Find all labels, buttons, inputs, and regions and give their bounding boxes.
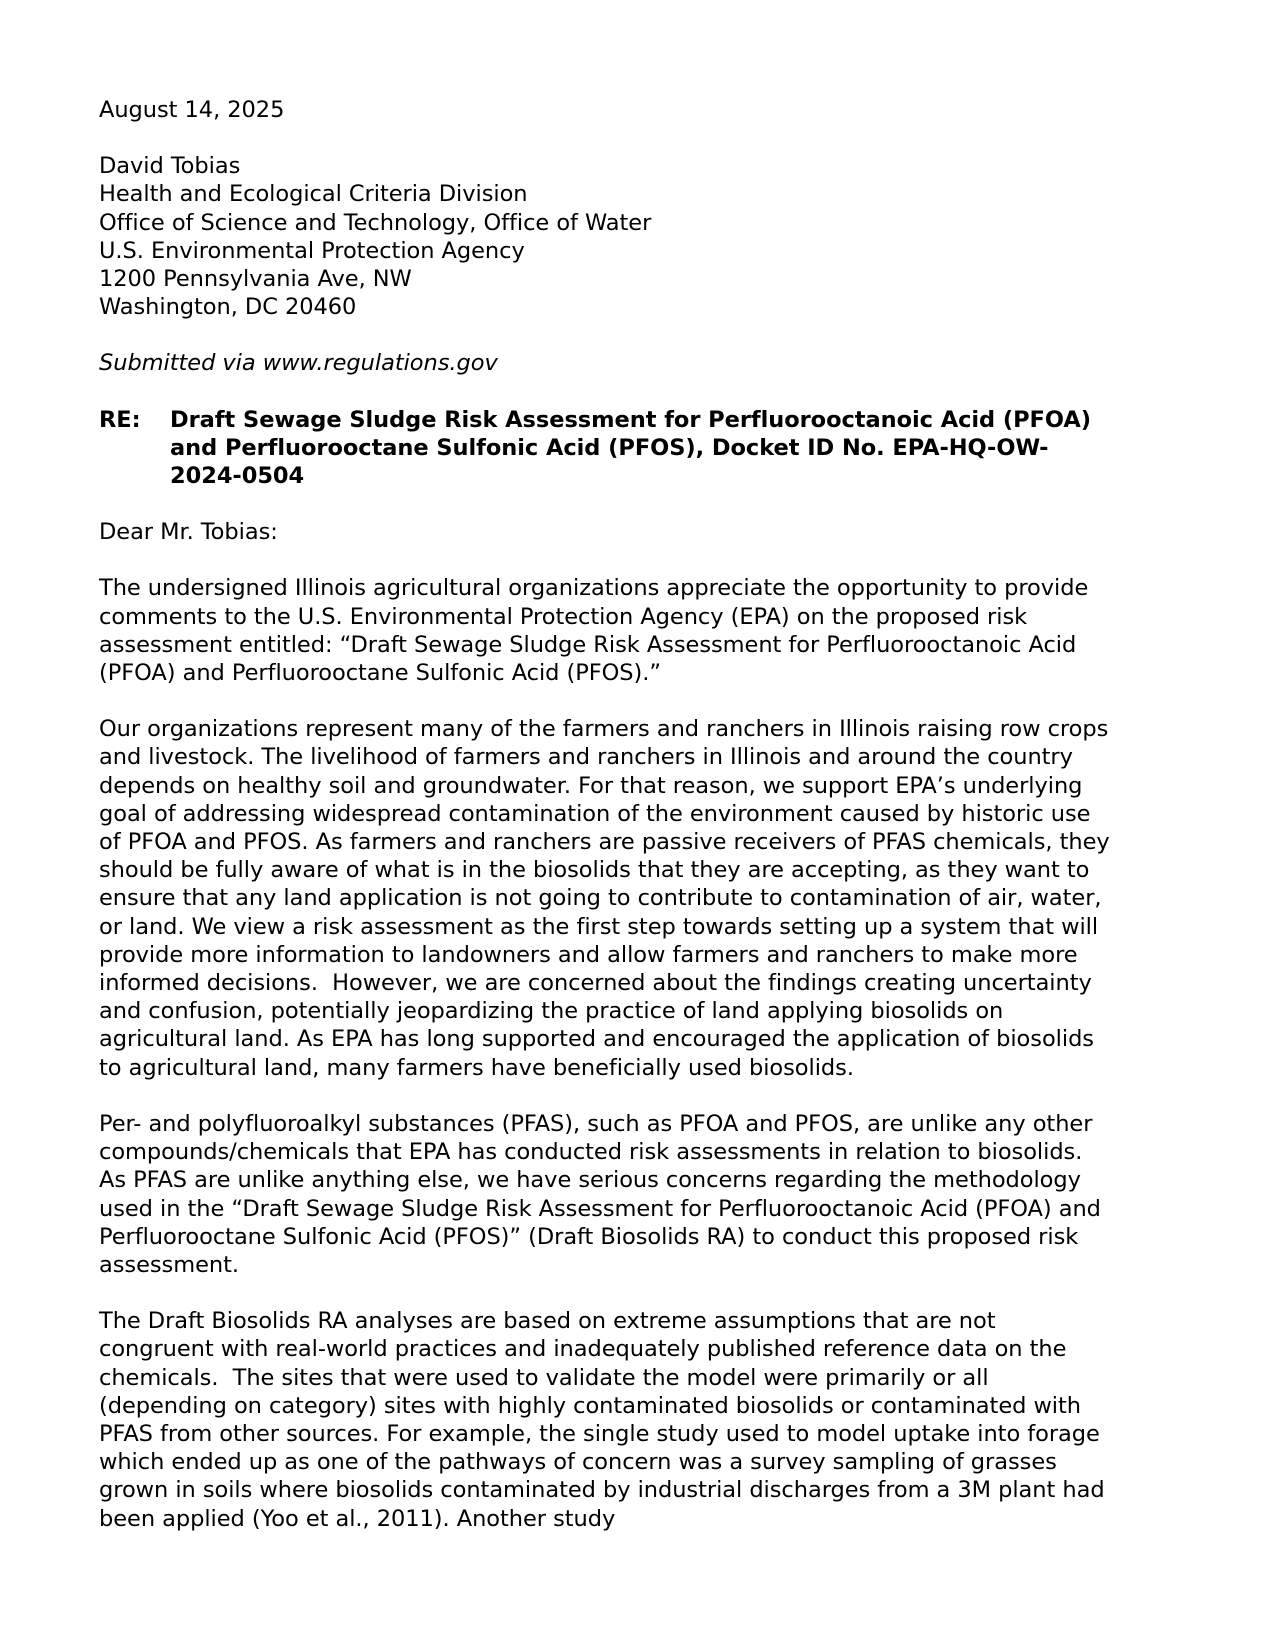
body-paragraph-2: Our organizations represent many of the farmers and ranchers in Illinois raising row crops and livestock. The livelihood of farmers and ranchers in Illinois and around the country depends on healthy soil and groundwater. For that reason, we support EPA’s underlying goal of addressing widespread contamination of the environment caused by historic use of PFOA and PFOS. As farmers and ranchers are passive receivers of PFAS chemicals, they should be fully aware of what is in the biosolids that they are accepting, as they want to ensure that any land application is not going to contribute to contamination of air, water, or land. We view a risk assessment as the first step towards setting up a system that will provide more information to landowners and allow farmers and ranchers to make more informed decisions. However, we are concerned about the findings creating uncertainty and confusion, potentially jeopardizing the practice of land applying biosolids on agricultural land. As EPA has long supported and encouraged the application of biosolids to agricultural land, many farmers have beneficially used biosolids. [99, 716, 1117, 1081]
address-line-name: David Tobias [99, 153, 241, 180]
body-paragraph-3: Per- and polyfluoroalkyl substances (PFAS), such as PFOA and PFOS, are unlike any other compounds/chemicals that EPA has conducted risk assessments in relation to biosolids. As PFAS are unlike anything else, we have serious concerns regarding the methodology used in the “Draft Sewage Sludge Risk Assessment for Perfluorooctanoic Acid (PFOA) and Perfluorooctane Sulfonic Acid (PFOS)” (Draft Biosolids RA) to conduct this proposed risk assessment. [99, 1110, 1109, 1278]
address-line-city-state-zip: Washington, DC 20460 [99, 294, 357, 321]
address-line-division: Health and Ecological Criteria Division [99, 181, 528, 208]
letter-date-block [99, 96, 1113, 124]
salutation: Dear Mr. Tobias: [99, 519, 278, 546]
letter-date: August 14, 2025 [99, 97, 285, 123]
address-line-agency: U.S. Environmental Protection Agency [99, 237, 525, 264]
submission-note-block [99, 349, 1113, 377]
salutation-block [99, 518, 1113, 546]
submission-note: Submitted via www.regulations.gov [99, 350, 498, 377]
address-line-street: 1200 Pennsylvania Ave, NW [99, 266, 412, 293]
subject-text: Draft Sewage Sludge Risk Assessment for Perfluorooctanoic Acid (PFOA) and Perfluorooctane Sulfonic Acid (PFOS), Docket ID No. EPA-HQ-OW-2024-0504 [170, 406, 1099, 490]
address-line-office: Office of Science and Technology, Office of Water [99, 209, 652, 236]
body-paragraph-1: The undersigned Illinois agricultural organizations appreciate the opportunity to provide comments to the U.S. Environmental Protection Agency (EPA) on the proposed risk assessment entitled: “Draft Sewage Sludge Risk Assessment for Perfluorooctanoic Acid (PFOA) and Perfluorooctane Sulfonic Acid (PFOS).” [99, 575, 1096, 687]
subject-label: RE: [99, 406, 141, 433]
subject-block [99, 406, 1113, 491]
body-paragraph-4: The Draft Biosolids RA analyses are based on extreme assumptions that are not congruent with real-world practices and inadequately published reference data on the chemicals. The sites that were used to validate the model were primarily or all (depending on category) sites with highly contaminated biosolids or contaminated with PFAS from other sources. For example, the single study used to model uptake into forage which ended up as one of the pathways of concern was a survey sampling of grasses grown in soils where biosolids contaminated by industrial discharges from a 3M plant had been applied (Yoo et al., 2011). Another study [99, 1308, 1112, 1532]
letter-body [99, 96, 1117, 1533]
recipient-address-block [99, 152, 1113, 321]
